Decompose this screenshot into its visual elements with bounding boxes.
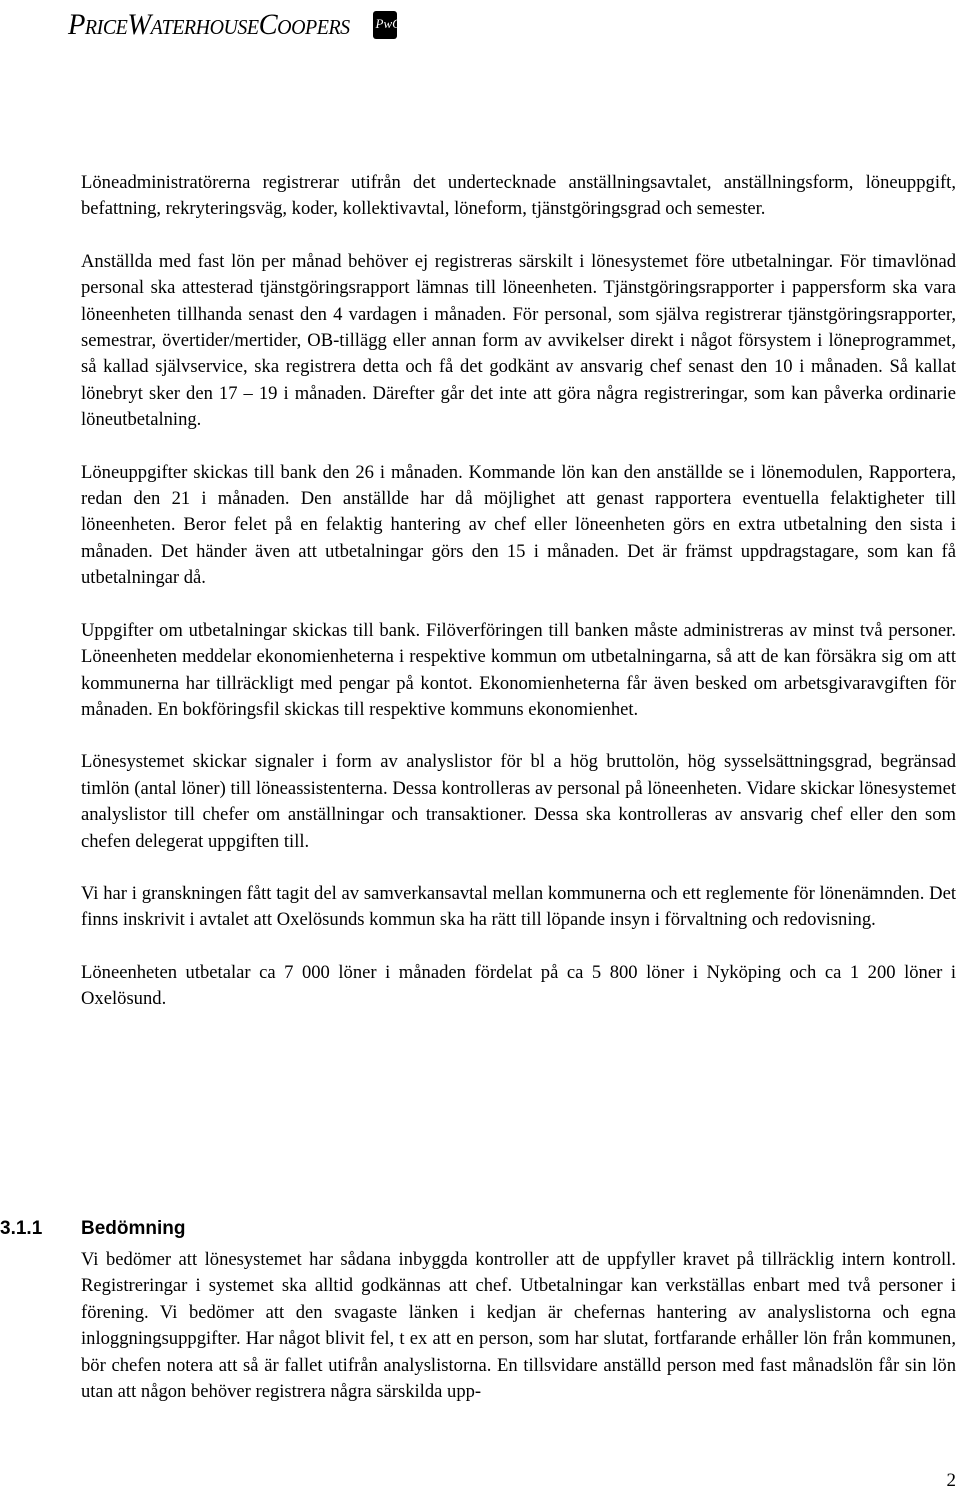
logo-seal-icon: PwC: [373, 11, 397, 39]
paragraph-2: Anställda med fast lön per månad behöver ej registreras särskilt i lönesystemet före utbetalningar. För timavlönad personal ska attesterad tjänstgöringsrapport lämnas till löneenheten. Tjänstgöringsrapporter i pappersform ska vara löneenheten tillhanda senast den 4 vardagen i månaden. För personal, som själva registrerar tjänstgöringsrapporter, semestrar, övertider/mertider, OB-tillägg eller annan form av avvikelser direkt i något försystem i löneprogrammet, så kallad självservice, ska registrera detta och få det godkänt av ansvarig chef senast den 10 i månaden. Så kallat lönebryt sker den 17 – 19 i månaden. Därefter går det inte att göra några registreringar, som kan påverka ordinarie löneutbetalning.: [81, 250, 956, 431]
section-heading: [0, 1216, 186, 1242]
section-paragraph: Vi bedömer att lönesystemet har sådana inbyggda kontroller att de uppfyller kravet på tillräcklig intern kontroll. Registreringar i systemet ska alltid godkännas att chef. Utbetalningar kan verkställas enbart med två personer i förening. Vi bedömer att den svagaste länken i kedjan är chefernas hantering av analyslistorna och egna inloggningsuppgifter. Har något blivit fel, t ex att en person, som har slutat, fortfarande erhåller lön från kommunen, bör chefen notera att så är fallet utifrån analyslistorna. En tillsvidare anställd person med fast månadslön får sin lön utan att någon behöver registrera några särskilda upp-: [81, 1249, 956, 1403]
paragraph-7: Löneenheten utbetalar ca 7 000 löner i månaden fördelat på ca 5 800 löner i Nyköping och ca 1 200 löner i Oxelösund.: [81, 961, 956, 1010]
company-logo: [68, 4, 401, 46]
paragraph-6: Vi har i granskningen fått tagit del av samverkansavtal mellan kommunerna och ett reglemente för lönenämnden. Det finns inskrivit i avtalet att Oxelösunds kommun ska ha rätt till löpande insyn i förvaltning och redovisning.: [81, 882, 956, 931]
paragraph-1: Löneadministratörerna registrerar utifrån det undertecknade anställningsavtalet, anställningsform, löneuppgift, befattning, rekryteringsväg, koder, kollektivavtal, löneform, tjänstgöringsgrad och semester.: [81, 172, 956, 220]
paragraph-4: Uppgifter om utbetalningar skickas till bank. Filöverföringen till banken måste administreras av minst två personer. Löneenheten meddelar ekonomienheterna i respektive kommun om utbetalningarna, så att de kan försäkra sig om att kommunerna har tillräckligt med pengar på kontot. Ekonomienheterna får även besked om arbetsgivaravgiften för månaden. En bokföringsfil skickas till respektive kommuns ekonomienhet.: [81, 619, 956, 720]
section-number: 3.1.1: [0, 1218, 43, 1239]
section-body: [81, 1247, 956, 1405]
paragraph-5: Lönesystemet skickar signaler i form av analyslistor för bl a hög bruttolön, hög sysselsättningsgrad, begränsad timlön (antal löner) till löneassistenterna. Dessa kontrolleras av personal på löneenheten. Vidare skickar lönesystemet analyslistor till chefer om anställningar och transaktioner. Dessa ska kontrolleras av ansvarig chef eller den som chefen delegerat uppgiften till.: [81, 751, 956, 852]
section-title: Bedömning: [81, 1218, 186, 1239]
logo-wordmark: PriceWaterhouseCoopers: [68, 8, 350, 41]
page-number: 2: [946, 1470, 956, 1491]
paragraph-3: Löneuppgifter skickas till bank den 26 i månaden. Kommande lön kan den anställde se i lönemodulen, Rapportera, redan den 21 i månaden. Den anställde har då möjlighet att genast rapportera eventuella felaktigheter till löneenheten. Beror felet på en felaktig hantering av chef eller löneenheten görs en extra utbetalning den sista i månaden. Det händer även att utbetalningar görs den 15 i månaden. Det är främst uppdragstagare, som kan få utbetalningar då.: [81, 461, 956, 589]
document-body: [81, 170, 956, 1013]
